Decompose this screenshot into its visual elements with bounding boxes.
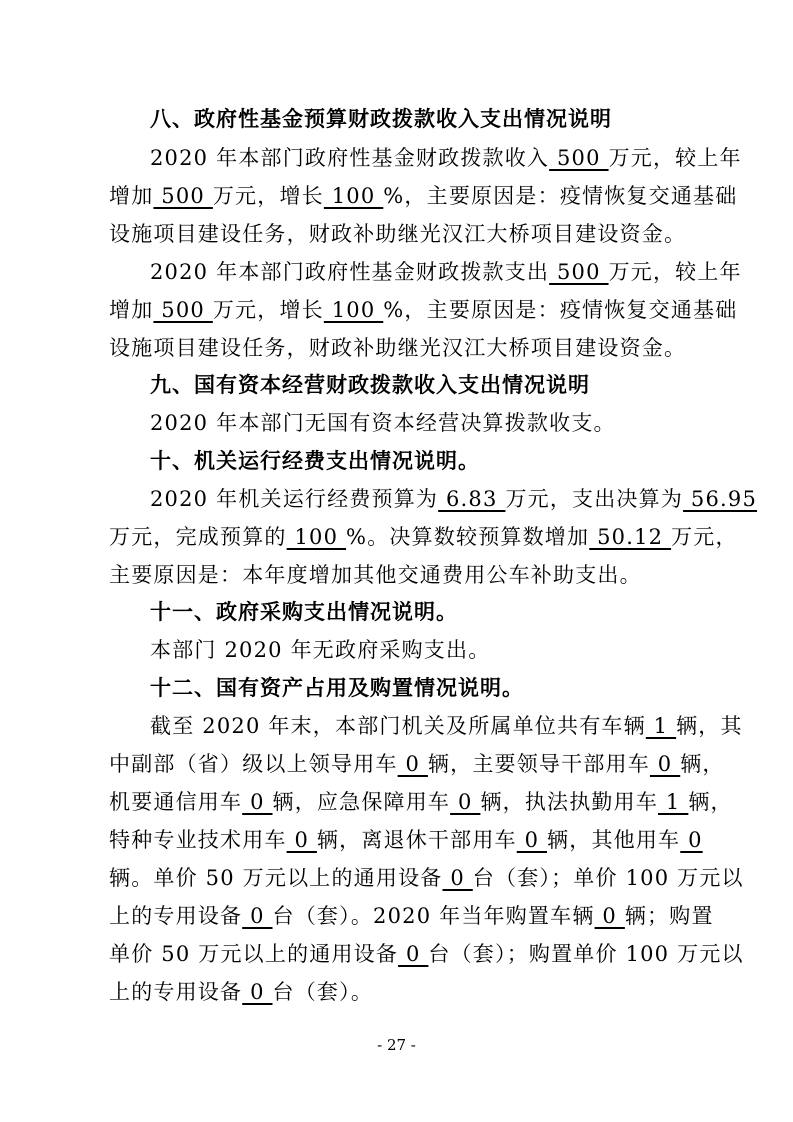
s12-p1-line3: 机要通信用车 0 辆，应急保障用车 0 辆，执法执勤用车 1 辆，: [109, 790, 733, 814]
s12-p1-line6: 上的专用设备 0 台（套）。2020 年当年购置车辆 0 辆；购置: [109, 904, 714, 928]
s8-p2-line1: 2020 年本部门政府性基金财政拨款支出 500 万元，较上年: [150, 260, 742, 284]
page-number: - 27 -: [377, 1036, 416, 1054]
heading-section-8: 八、政府性基金预算财政拨款收入支出情况说明: [150, 107, 612, 131]
heading-section-9: 九、国有资本经营财政拨款收入支出情况说明: [150, 373, 590, 397]
s8-p1-line2: 增加 500 万元，增长 100 %，主要原因是：疫情恢复交通基础: [109, 184, 738, 208]
s10-p1-line1: 2020 年机关运行经费预算为 6.83 万元，支出决算为 56.95: [150, 487, 758, 511]
s12-p1-line5: 辆。单价 50 万元以上的通用设备 0 台（套）；单价 100 万元以: [109, 866, 744, 890]
s12-p1-line4: 特种专业技术用车 0 辆，离退休干部用车 0 辆，其他用车 0: [109, 828, 703, 852]
s10-p1-line2: 万元，完成预算的 100 %。决算数较预算数增加 50.12 万元，: [109, 525, 738, 549]
heading-section-11: 十一、政府采购支出情况说明。: [150, 600, 458, 624]
s10-p1-line3: 主要原因是：本年度增加其他交通费用公车补助支出。: [109, 563, 642, 587]
s8-p2-line2: 增加 500 万元，增长 100 %，主要原因是：疫情恢复交通基础: [109, 298, 738, 322]
s8-p2-line3: 设施项目建设任务，财政补助继光汉江大桥项目建设资金。: [109, 336, 687, 360]
s9-p1: 2020 年本部门无国有资本经营决算拨款收支。: [150, 411, 616, 435]
heading-section-12: 十二、国有资产占用及购置情况说明。: [150, 676, 524, 700]
s8-p1-line1: 2020 年本部门政府性基金财政拨款收入 500 万元，较上年: [150, 146, 742, 170]
s12-p1-line2: 中副部（省）级以上领导用车 0 辆，主要领导干部用车 0 辆，: [109, 752, 725, 776]
s12-p1-line8: 上的专用设备 0 台（套）。: [109, 980, 374, 1004]
heading-section-10: 十、机关运行经费支出情况说明。: [150, 449, 480, 473]
s12-p1-line7: 单价 50 万元以上的通用设备 0 台（套）；购置单价 100 万元以: [109, 942, 744, 966]
s8-p1-line3: 设施项目建设任务，财政补助继光汉江大桥项目建设资金。: [109, 222, 687, 246]
s12-p1-line1: 截至 2020 年末，本部门机关及所属单位共有车辆 1 辆，其: [150, 714, 743, 738]
s11-p1: 本部门 2020 年无政府采购支出。: [150, 638, 491, 662]
